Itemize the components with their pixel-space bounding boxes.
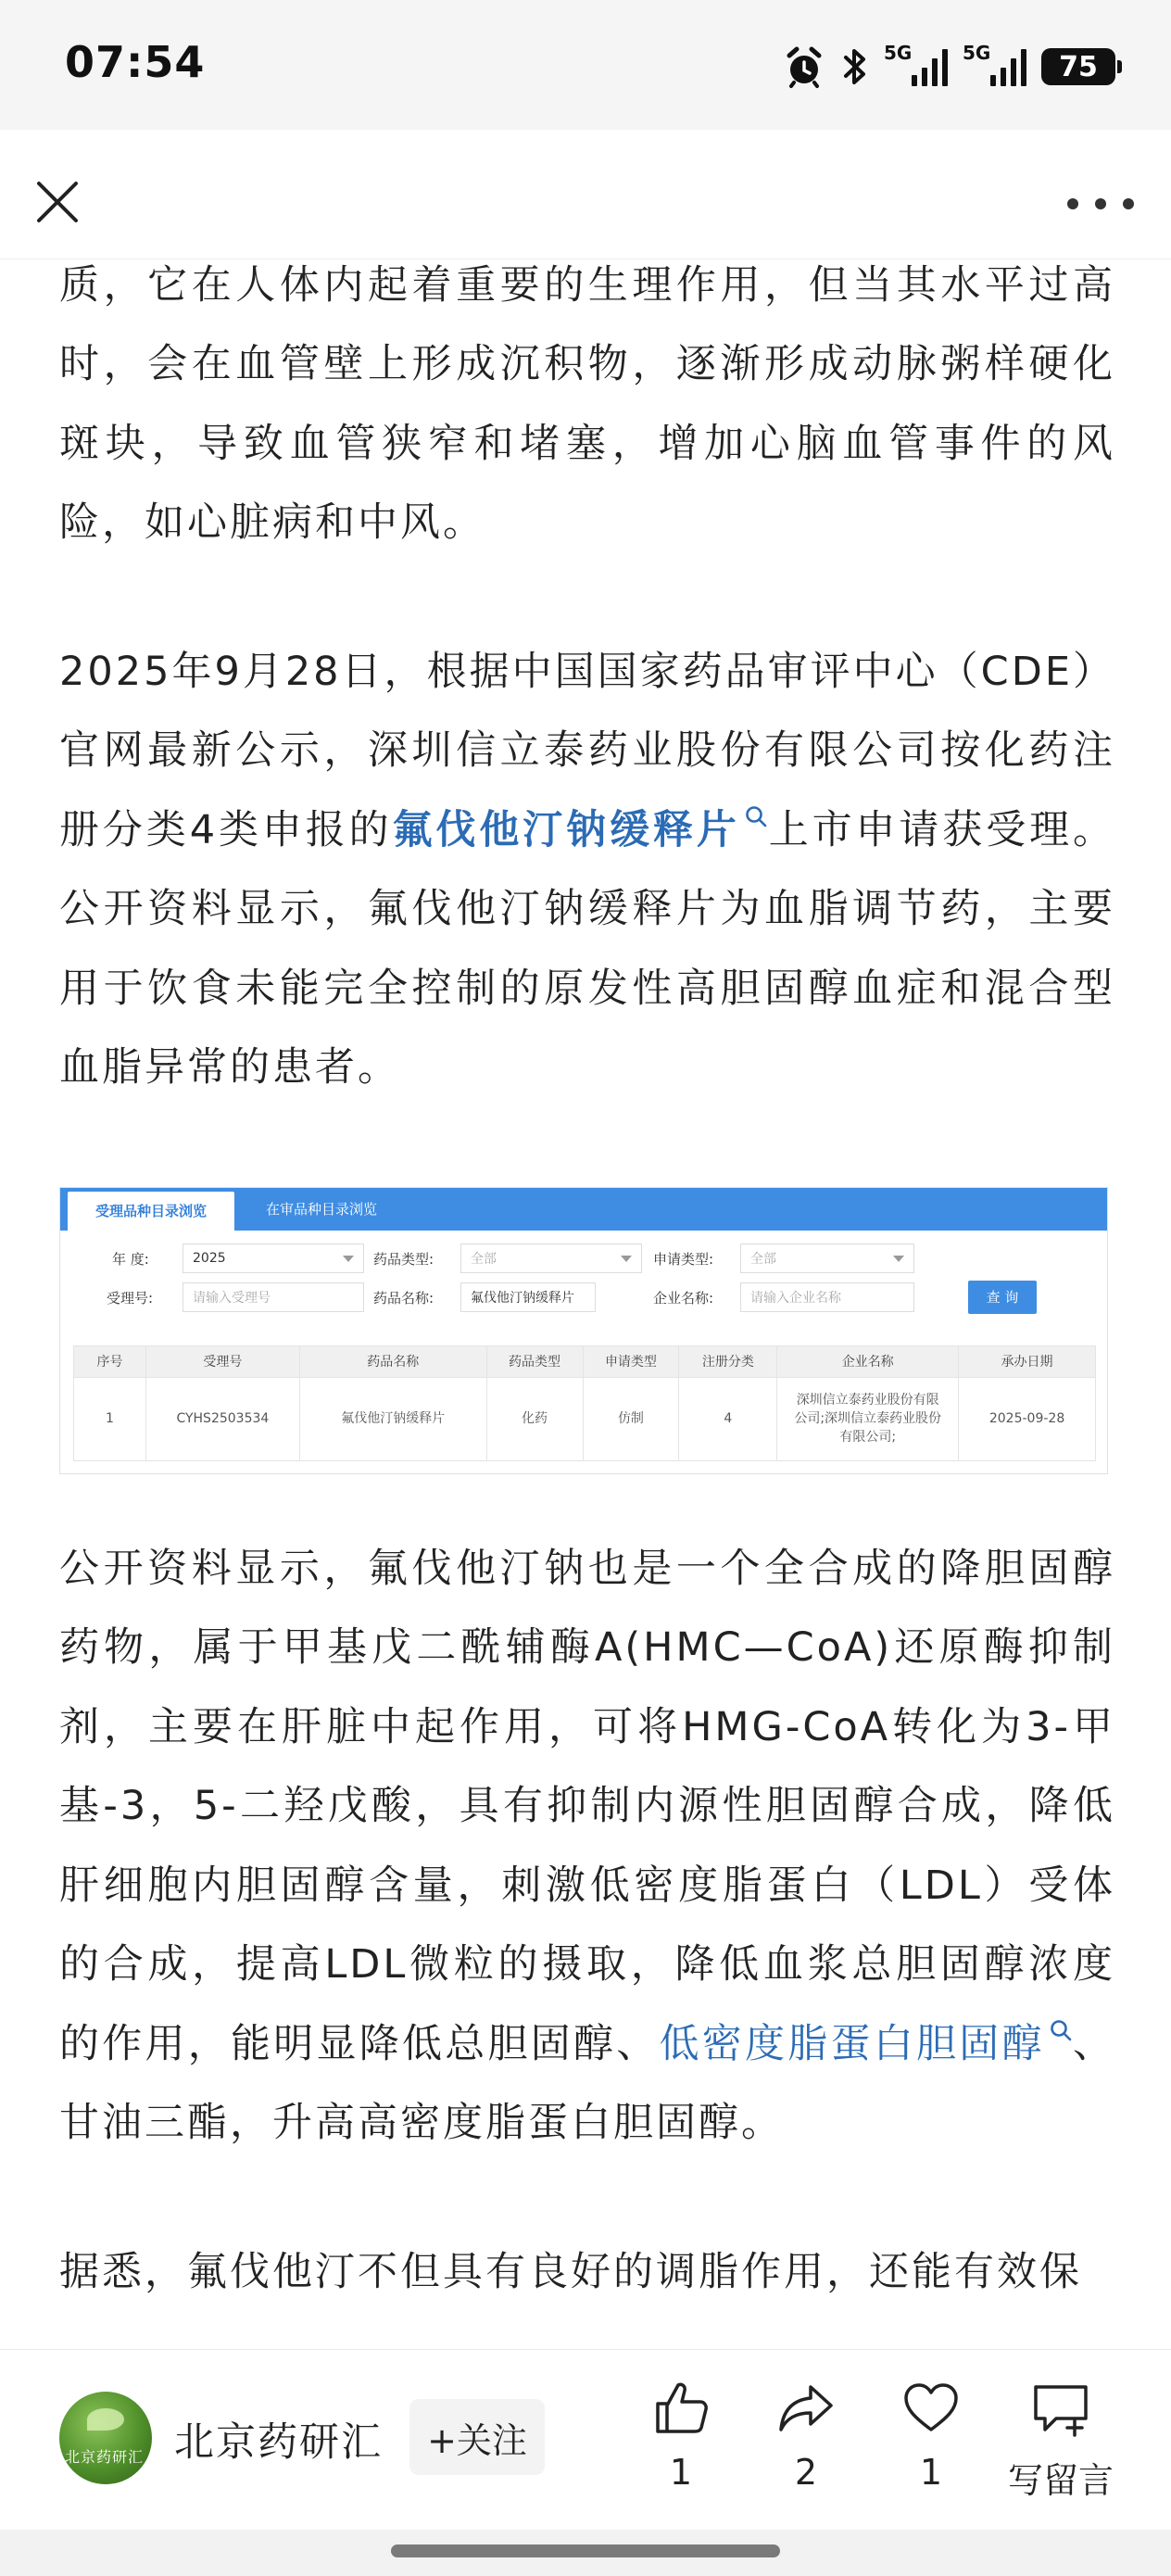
status-time: 07:54 bbox=[65, 37, 206, 87]
more-button[interactable] bbox=[1067, 195, 1134, 213]
status-icons bbox=[782, 41, 1115, 93]
home-indicator[interactable] bbox=[391, 2544, 780, 2557]
home-indicator-area bbox=[0, 2530, 1171, 2576]
ldl-link[interactable]: 低密度脂蛋白胆固醇 bbox=[660, 2021, 1073, 2067]
tab-review-catalog: 在审品种目录浏览 bbox=[266, 1201, 378, 1218]
like-button[interactable]: 1 bbox=[630, 2378, 732, 2507]
screenshot-result-table: 序号 受理号 药品名称 药品类型 申请类型 注册分类 企业名称 承办日期 1 CYHS2503534 氟伐他汀钠缓释片 化药 仿制 4 深圳信立泰药业股份有限公司;深圳信立泰药业股份有限公司; 2025-09-28 bbox=[73, 1345, 1096, 1461]
follow-button[interactable]: +关注 bbox=[409, 2399, 545, 2475]
search-icon bbox=[744, 804, 768, 828]
comment-button[interactable]: 写留言 bbox=[1001, 2378, 1121, 2507]
close-button[interactable] bbox=[31, 176, 83, 228]
drug-type-select: 全部 bbox=[460, 1244, 642, 1273]
bottom-action-bar bbox=[0, 2349, 1171, 2530]
signal-icon: 5G bbox=[963, 47, 1026, 86]
share-icon bbox=[775, 2378, 837, 2439]
company-field: 请输入企业名称 bbox=[740, 1282, 914, 1312]
drug-link[interactable]: 氟伐他汀钠缓释片 bbox=[393, 807, 768, 853]
close-icon bbox=[31, 176, 83, 228]
article-paragraph: 2025年9月28日，根据中国国家药品审评中心（CDE）官网最新公示，深圳信立泰药业股份有限公司按化药注册分类4类申报的氟伐他汀钠缓释片 上市申请获受理。公开资料显示，氟伐他汀钠缓释片为血脂调节药，主要用于饮食未能完全控制的原发性高胆固醇血症和混合型血脂异常的患者。 bbox=[59, 648, 1116, 1091]
heart-icon bbox=[900, 2378, 962, 2439]
accept-no-field: 请输入受理号 bbox=[183, 1282, 364, 1312]
query-button: 查 询 bbox=[968, 1281, 1037, 1314]
comment-icon bbox=[1028, 2378, 1093, 2439]
more-icon bbox=[1067, 198, 1078, 209]
tab-accepted-catalog: 受理品种目录浏览 bbox=[68, 1192, 234, 1231]
screenshot-tab-bar bbox=[60, 1188, 1107, 1231]
table-row: 1 CYHS2503534 氟伐他汀钠缓释片 化药 仿制 4 深圳信立泰药业股份有限公司;深圳信立泰药业股份有限公司; 2025-09-28 bbox=[74, 1377, 1096, 1460]
search-icon bbox=[1049, 2018, 1073, 2042]
apply-type-select: 全部 bbox=[740, 1244, 914, 1273]
drug-name-field: 氟伐他汀钠缓释片 bbox=[460, 1282, 596, 1312]
share-button[interactable]: 2 bbox=[755, 2378, 857, 2507]
thumbs-up-icon bbox=[650, 2378, 711, 2439]
embedded-screenshot bbox=[59, 1187, 1108, 1474]
author-avatar[interactable]: 北京药研汇 bbox=[59, 2392, 152, 2484]
screenshot-search-form: 年 度: 2025 药品类型: 全部 申请类型: 全部 受理号: 请输入受理号 药品名称: 氟伐他汀钠缓释片 企业名称: 请输入企业名称 查 询 bbox=[60, 1231, 1109, 1332]
article-paragraph: 据悉，氟伐他汀不但具有良好的调脂作用，还能有效保 bbox=[59, 2248, 1082, 2295]
alarm-icon bbox=[782, 44, 826, 89]
nav-bar bbox=[0, 130, 1171, 259]
status-bar bbox=[0, 0, 1171, 130]
signal-icon: 5G bbox=[884, 47, 948, 86]
year-select: 2025 bbox=[183, 1244, 364, 1273]
bluetooth-icon bbox=[841, 45, 869, 88]
article-paragraph: 公开资料显示，氟伐他汀钠也是一个全合成的降胆固醇药物，属于甲基戊二酰辅酶A(HMC—CoA)还原酶抑制剂，主要在肝脏中起作用，可将HMG-CoA转化为3-甲基-3，5-二羟戊酸，具有抑制内源性胆固醇合成，降低肝细胞内胆固醇含量，刺激低密度脂蛋白（LDL）受体的合成，提高LDL微粒的摄取，降低血浆总胆固醇浓度的作用，能明显降低总胆固醇、低密度脂蛋白胆固醇 、甘油三酯，升高高密度脂蛋白胆固醇。 bbox=[59, 1545, 1115, 2146]
favorite-button[interactable]: 1 bbox=[880, 2378, 982, 2507]
article-body bbox=[0, 259, 1171, 2349]
author-name[interactable]: 北京药研汇 bbox=[174, 2419, 383, 2466]
article-paragraph: 质，它在人体内起着重要的生理作用，但当其水平过高时，会在血管壁上形成沉积物，逐渐形成动脉粥样硬化斑块，导致血管狭窄和堵塞，增加心脑血管事件的风险，如心脏病和中风。 bbox=[59, 261, 1115, 546]
battery-icon: 75 bbox=[1041, 48, 1115, 85]
